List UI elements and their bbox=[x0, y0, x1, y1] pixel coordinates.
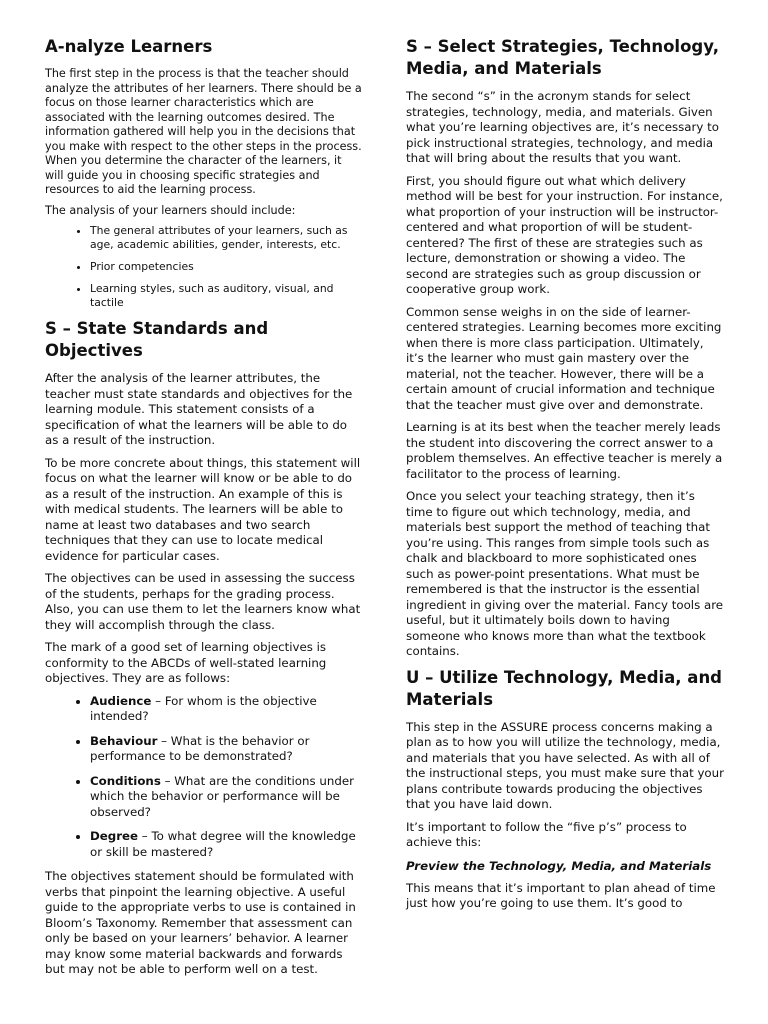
paragraph: To be more concrete about things, this statement will focus on what the learner will know or be able to do as a result of the instruction. An example of this is with medical students. The learners will be able to name at least two databases and two search techniques that they can use to locate medical evidence for particular cases. bbox=[45, 455, 361, 563]
list-desc: – To what degree will the knowledge or skill be mastered? bbox=[90, 829, 356, 859]
paragraph: Common sense weighs in on the side of learner-centered strategies. Learning becomes more exciting when there is more class participation. Ultimately, it’s the learner who must gain mastery over the material, not the teacher. However, there will be a certain amount of crucial information and technique that the teacher must give over and demonstrate. bbox=[406, 304, 722, 412]
paragraph: After the analysis of the learner attributes, the teacher must state standards and objectives for the learning module. This statement consists of a specification of what the learners will be able to do as a result of the instruction. bbox=[45, 371, 353, 447]
list-item: • The general attributes of your learners, such as age, academic abilities, gender, interests, etc. bbox=[90, 224, 363, 252]
paragraph: First, you should figure out what which delivery method will be best for your instruction. For instance, what proportion of your instruction will be instructor-centered and what proportion of will be student-centered? The first of these are strategies such as lecture, demonstration or showing a video. The second are strategies such as group discussion or cooperative group work. bbox=[406, 173, 723, 296]
list-desc: – What is the behavior or performance to be demonstrated? bbox=[90, 733, 310, 763]
list-term: Degree bbox=[90, 829, 139, 843]
paragraph: The objectives can be used in assessing the success of the students, perhaps for the grading process. Also, you can use them to let the learners know what they will accomplish through the class. bbox=[45, 571, 361, 632]
list-item bbox=[90, 734, 363, 765]
list-term: Behaviour bbox=[90, 733, 158, 748]
right-column bbox=[406, 36, 724, 919]
paragraph: The objectives statement should be formulated with verbs that pinpoint the learning objective. A useful guide to the appropriate verbs to use is contained in Bloom’s Taxonomy. Remember that assessment can only be based on your learners’ behavior. A learner may know some material backwards and forwards but may not be able to perform well on a test. bbox=[45, 869, 356, 976]
paragraph: The second “s” in the acronym stands for select strategies, technology, media, and materials. Given what you’re learning objectives are, it’s necessary to pick instructional strategies, technology, and media that will bring about the results that you want. bbox=[406, 89, 719, 165]
list-term: Audience bbox=[90, 693, 152, 708]
list-item bbox=[90, 694, 363, 725]
paragraph: The first step in the process is that the teacher should analyze the attributes of her learners. There should be a focus on those learner characteristics which are associated with the learning outcomes desired. The information gathered will help you in the decisions that you make with respect to the other steps in the process. When you determine the character of the learners, it will guide you in choosing specific strategies and resources to aid the learning process. bbox=[45, 67, 362, 196]
list-desc: – For whom is the objective intended? bbox=[90, 693, 317, 723]
list-item: • Prior competencies bbox=[90, 260, 363, 274]
heading-analyze-learners: A-nalyze Learners bbox=[45, 37, 213, 56]
left-column bbox=[45, 36, 363, 985]
list-item: • Learning styles, such as auditory, visual, and tactile bbox=[90, 282, 363, 310]
list-desc: – What are the conditions under which the behavior or performance will be observed? bbox=[90, 773, 354, 819]
paragraph: The mark of a good set of learning objectives is conformity to the ABCDs of well-stated learning objectives. They are as follows: bbox=[45, 640, 327, 685]
paragraph: Once you select your teaching strategy, then it’s time to figure out which technology, media, and materials best support the method of teaching that you’re using. This ranges from simple tools such as chalk and blackboard to more sophisticated ones such as power-point presentations. What must be remembered is that the instructor is the essential ingredient in giving over the material. Fancy tools are useful, but it ultimately boils down to having someone who knows more than what the textbook contains. bbox=[406, 489, 724, 658]
paragraph: The analysis of your learners should include: bbox=[45, 203, 296, 217]
heading-utilize-technology: U – Utilize Technology, Media, and Materials bbox=[406, 667, 722, 709]
list-term: Conditions bbox=[90, 773, 161, 788]
abcd-list bbox=[45, 694, 363, 861]
paragraph: This means that it’s important to plan ahead of time just how you’re going to use them. It’s good to bbox=[406, 880, 716, 910]
paragraph: This step in the ASSURE process concerns making a plan as to how you will utilize the technology, media, and materials that you have selected. As with all of the instructional steps, you must make sure that your plans contribute towards producing the objectives that you have laid down. bbox=[406, 719, 724, 811]
heading-select-strategies: S – Select Strategies, Technology, Media, and Materials bbox=[406, 37, 719, 78]
learner-analysis-list bbox=[45, 224, 363, 310]
list-item bbox=[90, 774, 363, 821]
subheading-preview: Preview the Technology, Media, and Materials bbox=[406, 858, 712, 873]
list-item bbox=[90, 829, 363, 860]
heading-state-standards: S – State Standards and Objectives bbox=[45, 319, 269, 360]
paragraph: It’s important to follow the “five p’s” process to achieve this: bbox=[406, 819, 687, 849]
paragraph: Learning is at its best when the teacher merely leads the student into discovering the correct answer to a problem themselves. An effective teacher is merely a facilitator to the process of learning. bbox=[406, 420, 723, 481]
